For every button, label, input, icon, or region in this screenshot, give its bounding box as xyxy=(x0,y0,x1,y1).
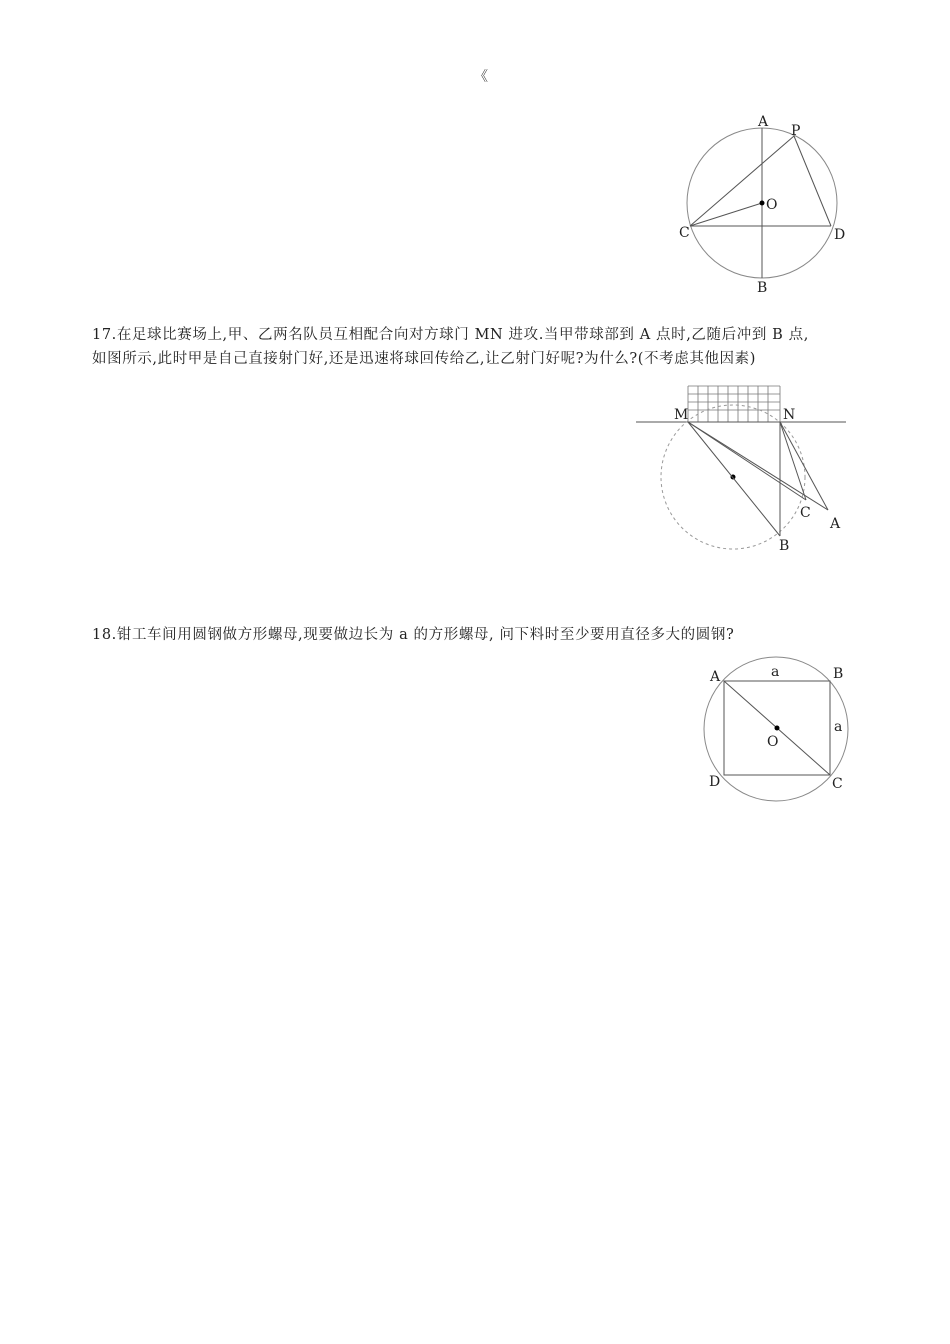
soccer-goal-figure xyxy=(634,380,854,560)
center-point xyxy=(760,201,765,206)
circle-chord-figure xyxy=(670,108,870,308)
chord-cp xyxy=(690,136,794,226)
question-18-line-1: 18.钳工车间用圆钢做方形螺母,现要做边长为 a 的方形螺母, 问下料时至少要用直径多大的圆钢? xyxy=(92,627,735,643)
label-a: A xyxy=(830,516,841,532)
label-a: A xyxy=(710,669,721,685)
label-p: P xyxy=(791,123,801,139)
label-o: O xyxy=(766,197,778,213)
label-b: B xyxy=(757,280,768,296)
question-17-line-2: 如图所示,此时甲是自己直接射门好,还是迅速将球回传给乙,让乙射门好呢?为什么?(不考虑其他因素) xyxy=(92,351,756,367)
header-mark: 《 xyxy=(474,69,488,85)
goal-net xyxy=(688,386,780,422)
label-a-right: a xyxy=(834,719,843,735)
question-17-line-1: 17.在足球比赛场上,甲、乙两名队员互相配合向对方球门 MN 进攻.当甲带球部到 A 点时,乙随后冲到 B 点, xyxy=(92,327,809,343)
label-m: M xyxy=(674,407,689,423)
square-in-circle-figure xyxy=(700,656,880,816)
center-point xyxy=(775,726,780,731)
segment-ma xyxy=(688,422,828,510)
label-c: C xyxy=(832,776,843,792)
label-c: C xyxy=(679,225,690,241)
label-c: C xyxy=(800,505,811,521)
label-a: A xyxy=(758,114,769,130)
chord-pd xyxy=(794,136,831,226)
label-d: D xyxy=(834,227,846,243)
segment-na xyxy=(780,422,828,510)
label-d: D xyxy=(709,774,721,790)
segment-mb xyxy=(688,422,780,536)
label-a-top: a xyxy=(771,664,780,680)
label-b: B xyxy=(833,666,844,682)
label-b: B xyxy=(779,538,790,554)
segment-co xyxy=(690,203,762,226)
label-n: N xyxy=(783,407,796,423)
label-o: O xyxy=(767,734,779,750)
question-18 xyxy=(92,623,872,647)
question-17 xyxy=(92,323,872,371)
